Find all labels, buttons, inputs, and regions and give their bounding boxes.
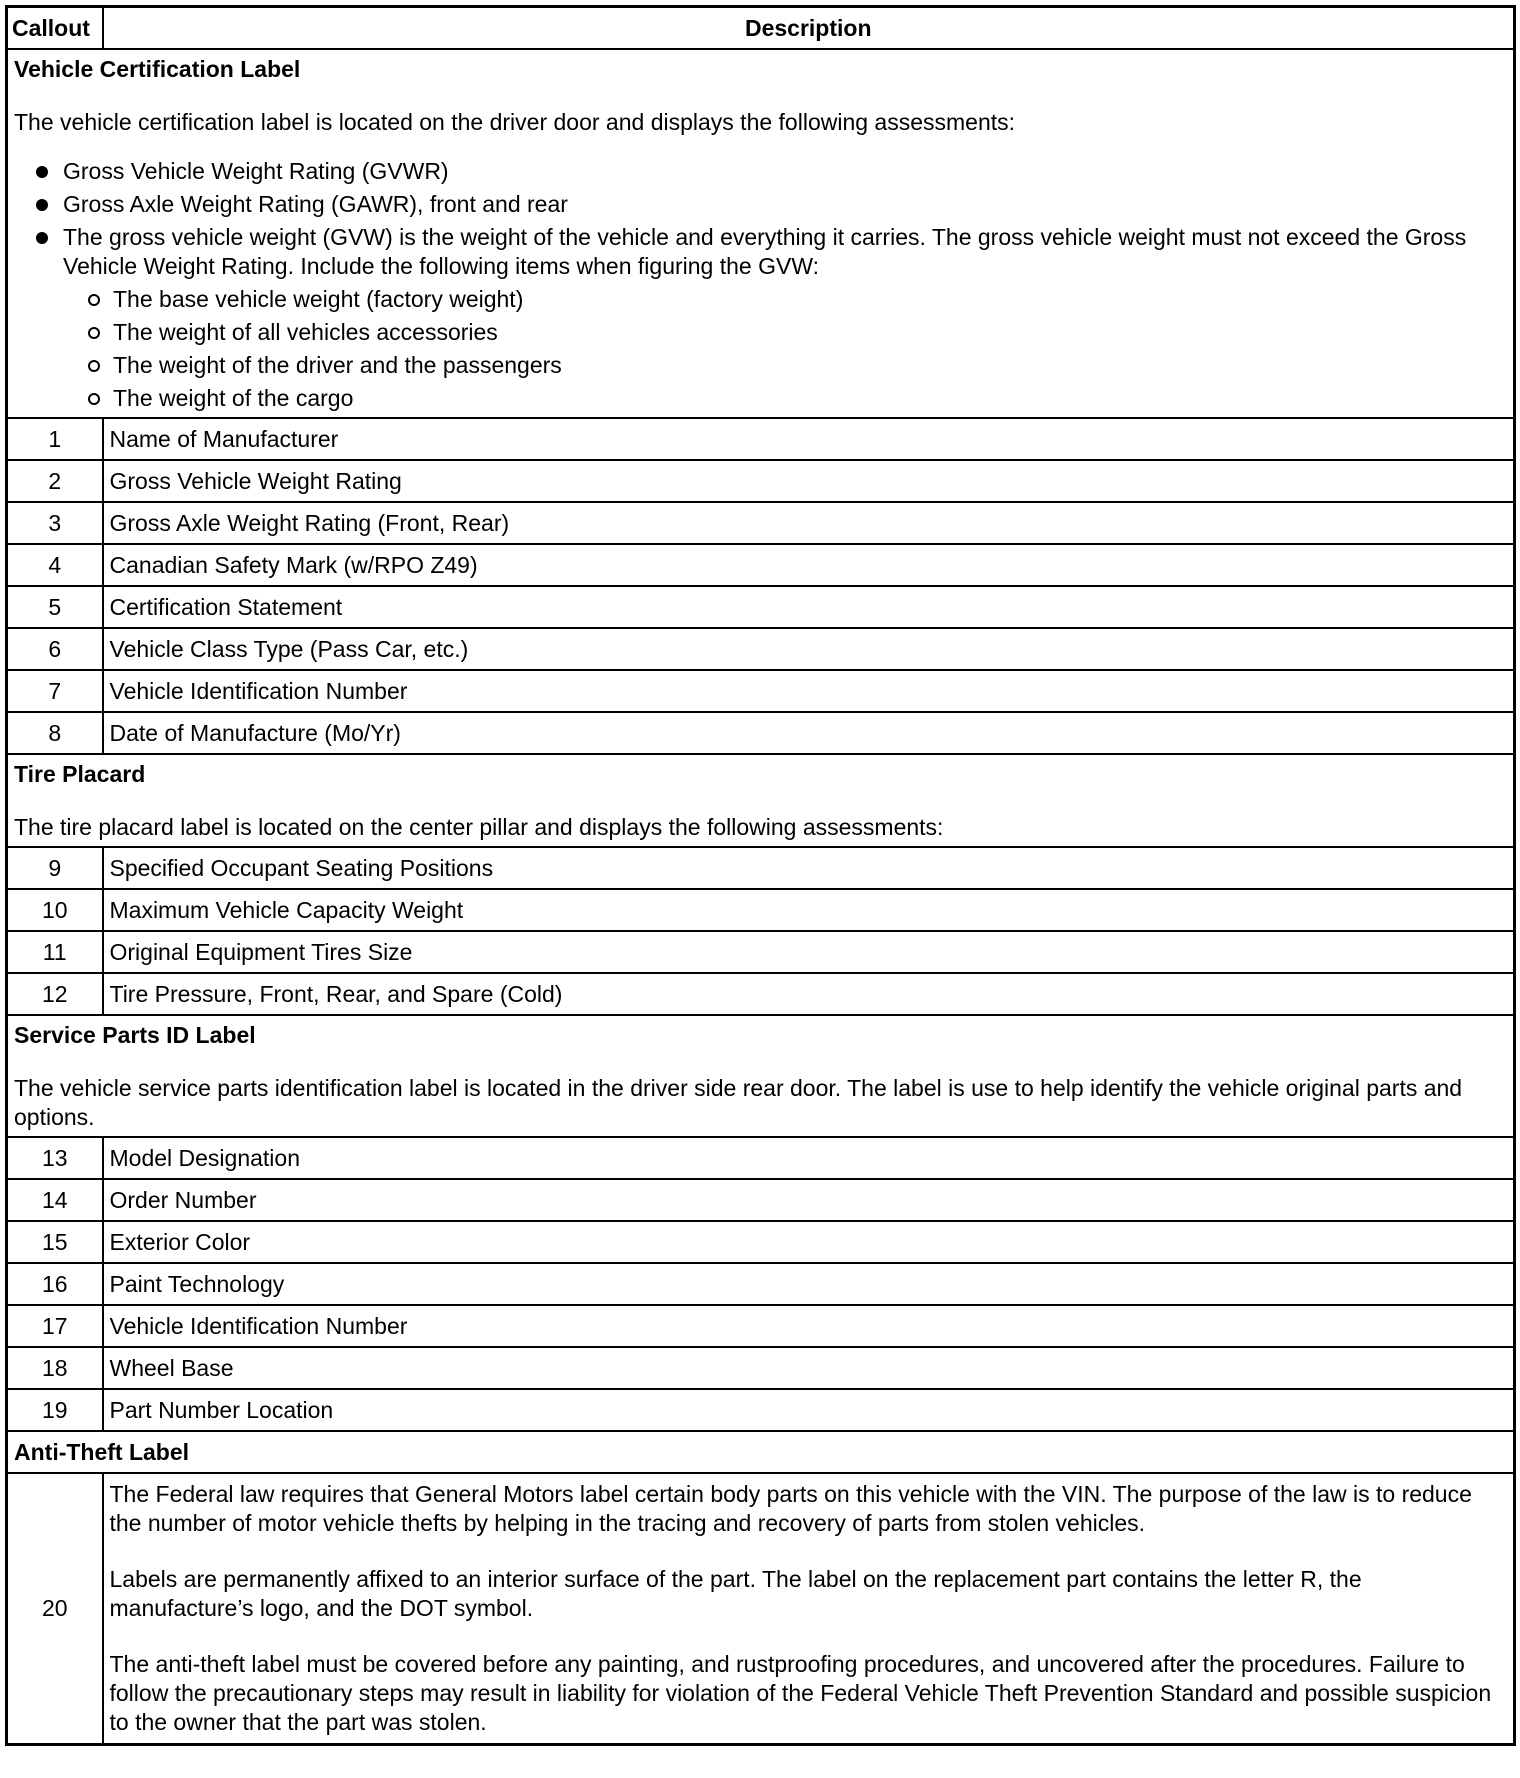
callout-number: 20 xyxy=(7,1473,103,1745)
bullet-item xyxy=(14,157,1507,186)
callout-number: 17 xyxy=(7,1305,103,1347)
callout-description: Vehicle Identification Number xyxy=(103,1305,1515,1347)
sub-bullet-text: The base vehicle weight (factory weight) xyxy=(113,286,524,312)
callout-description: Exterior Color xyxy=(103,1221,1515,1263)
callout-description: Gross Vehicle Weight Rating xyxy=(103,460,1515,502)
bullet-dot-icon xyxy=(36,166,48,178)
table-row xyxy=(7,973,1515,1015)
bullet-dot-icon xyxy=(36,232,48,244)
table-row xyxy=(7,418,1515,460)
header-row xyxy=(7,7,1515,50)
anti-theft-paragraph: The anti-theft label must be covered before any painting, and rustproofing procedures, and uncovered after the procedures. Failure to follow the precautionary steps may result in liability for violation of the Federal Vehicle Theft Prevention Standard and possible suspicion to the owner that the part was stolen. xyxy=(109,1651,1492,1735)
callout-description: Vehicle Identification Number xyxy=(103,670,1515,712)
section-intro: The vehicle service parts identification label is located in the driver side rear door. The label is use to help identify the vehicle original parts and options. xyxy=(14,1075,1463,1130)
callout-description: Paint Technology xyxy=(103,1263,1515,1305)
bullet-text: The gross vehicle weight (GVW) is the weight of the vehicle and everything it carries. The gross vehicle weight must not exceed the Gross Vehicle Weight Rating. Include the following items when figuring the GVW: xyxy=(63,224,1467,279)
bullet-dot-icon xyxy=(36,199,48,211)
callout-description: Specified Occupant Seating Positions xyxy=(103,847,1515,889)
callout-number: 11 xyxy=(7,931,103,973)
sub-bullet-item xyxy=(14,384,1507,413)
section-cell xyxy=(7,49,1515,418)
table-row xyxy=(7,931,1515,973)
callout-number: 7 xyxy=(7,670,103,712)
sub-bullet-list xyxy=(14,285,1507,413)
callout-number: 5 xyxy=(7,586,103,628)
table-row xyxy=(7,1263,1515,1305)
section-tire-placard xyxy=(7,754,1515,847)
bullet-list xyxy=(14,157,1507,281)
table-row xyxy=(7,1305,1515,1347)
section-cell xyxy=(7,1015,1515,1137)
section-title: Vehicle Certification Label xyxy=(14,56,301,82)
anti-theft-paragraph: The Federal law requires that General Motors label certain body parts on this vehicle with the VIN. The purpose of the law is to reduce the number of motor vehicle thefts by helping in the tracing and recovery of parts from stolen vehicles. xyxy=(109,1481,1472,1536)
table-row xyxy=(7,586,1515,628)
sub-bullet-text: The weight of the driver and the passengers xyxy=(113,352,562,378)
table-row xyxy=(7,460,1515,502)
callout-description: Model Designation xyxy=(103,1137,1515,1179)
bullet-item xyxy=(14,190,1507,219)
callout-description: Part Number Location xyxy=(103,1389,1515,1431)
callout-number: 14 xyxy=(7,1179,103,1221)
sub-bullet-text: The weight of the cargo xyxy=(113,385,354,411)
sub-bullet-circle-icon xyxy=(88,294,100,306)
callout-table xyxy=(5,5,1516,1746)
section-cell xyxy=(7,1431,1515,1473)
sub-bullet-item xyxy=(14,351,1507,380)
table-row xyxy=(7,1389,1515,1431)
section-service-parts xyxy=(7,1015,1515,1137)
table-row xyxy=(7,1137,1515,1179)
callout-description: Order Number xyxy=(103,1179,1515,1221)
anti-theft-paragraph: Labels are permanently affixed to an interior surface of the part. The label on the replacement part contains the letter R, the manufacture’s logo, and the DOT symbol. xyxy=(109,1566,1362,1621)
sub-bullet-circle-icon xyxy=(88,327,100,339)
callout-number: 12 xyxy=(7,973,103,1015)
callout-number: 9 xyxy=(7,847,103,889)
table-row xyxy=(7,1347,1515,1389)
section-cell xyxy=(7,754,1515,847)
section-intro: The tire placard label is located on the center pillar and displays the following assessments: xyxy=(14,814,944,840)
sub-bullet-text: The weight of all vehicles accessories xyxy=(113,319,498,345)
callout-description: Canadian Safety Mark (w/RPO Z49) xyxy=(103,544,1515,586)
callout-description: Wheel Base xyxy=(103,1347,1515,1389)
bullet-text: Gross Axle Weight Rating (GAWR), front and rear xyxy=(63,191,568,217)
callout-number: 1 xyxy=(7,418,103,460)
callout-description: Name of Manufacturer xyxy=(103,418,1515,460)
callout-number: 15 xyxy=(7,1221,103,1263)
section-vehicle-certification xyxy=(7,49,1515,418)
bullet-item xyxy=(14,223,1507,281)
header-description: Description xyxy=(103,7,1515,50)
table-row xyxy=(7,502,1515,544)
callout-number: 2 xyxy=(7,460,103,502)
table-row xyxy=(7,670,1515,712)
callout-number: 4 xyxy=(7,544,103,586)
bullet-text: Gross Vehicle Weight Rating (GVWR) xyxy=(63,158,449,184)
callout-number: 8 xyxy=(7,712,103,754)
table-row xyxy=(7,544,1515,586)
section-intro: The vehicle certification label is located on the driver door and displays the following assessments: xyxy=(14,109,1016,135)
callout-number: 6 xyxy=(7,628,103,670)
callout-number: 19 xyxy=(7,1389,103,1431)
callout-description: Original Equipment Tires Size xyxy=(103,931,1515,973)
anti-theft-description xyxy=(103,1473,1515,1745)
table-row xyxy=(7,1473,1515,1745)
section-title: Service Parts ID Label xyxy=(14,1022,256,1048)
sub-bullet-circle-icon xyxy=(88,393,100,405)
table-row xyxy=(7,847,1515,889)
callout-number: 3 xyxy=(7,502,103,544)
callout-description: Date of Manufacture (Mo/Yr) xyxy=(103,712,1515,754)
section-anti-theft xyxy=(7,1431,1515,1473)
callout-description: Certification Statement xyxy=(103,586,1515,628)
callout-number: 18 xyxy=(7,1347,103,1389)
table-row xyxy=(7,1179,1515,1221)
sub-bullet-item xyxy=(14,318,1507,347)
callout-description: Vehicle Class Type (Pass Car, etc.) xyxy=(103,628,1515,670)
callout-description: Tire Pressure, Front, Rear, and Spare (Cold) xyxy=(103,973,1515,1015)
section-title: Anti-Theft Label xyxy=(14,1439,190,1465)
sub-bullet-item xyxy=(14,285,1507,314)
table-row xyxy=(7,712,1515,754)
callout-number: 13 xyxy=(7,1137,103,1179)
callout-number: 10 xyxy=(7,889,103,931)
header-callout: Callout xyxy=(7,7,103,50)
section-title: Tire Placard xyxy=(14,761,146,787)
callout-description: Maximum Vehicle Capacity Weight xyxy=(103,889,1515,931)
callout-description: Gross Axle Weight Rating (Front, Rear) xyxy=(103,502,1515,544)
sub-bullet-circle-icon xyxy=(88,360,100,372)
table-row xyxy=(7,628,1515,670)
table-row xyxy=(7,1221,1515,1263)
callout-number: 16 xyxy=(7,1263,103,1305)
table-row xyxy=(7,889,1515,931)
